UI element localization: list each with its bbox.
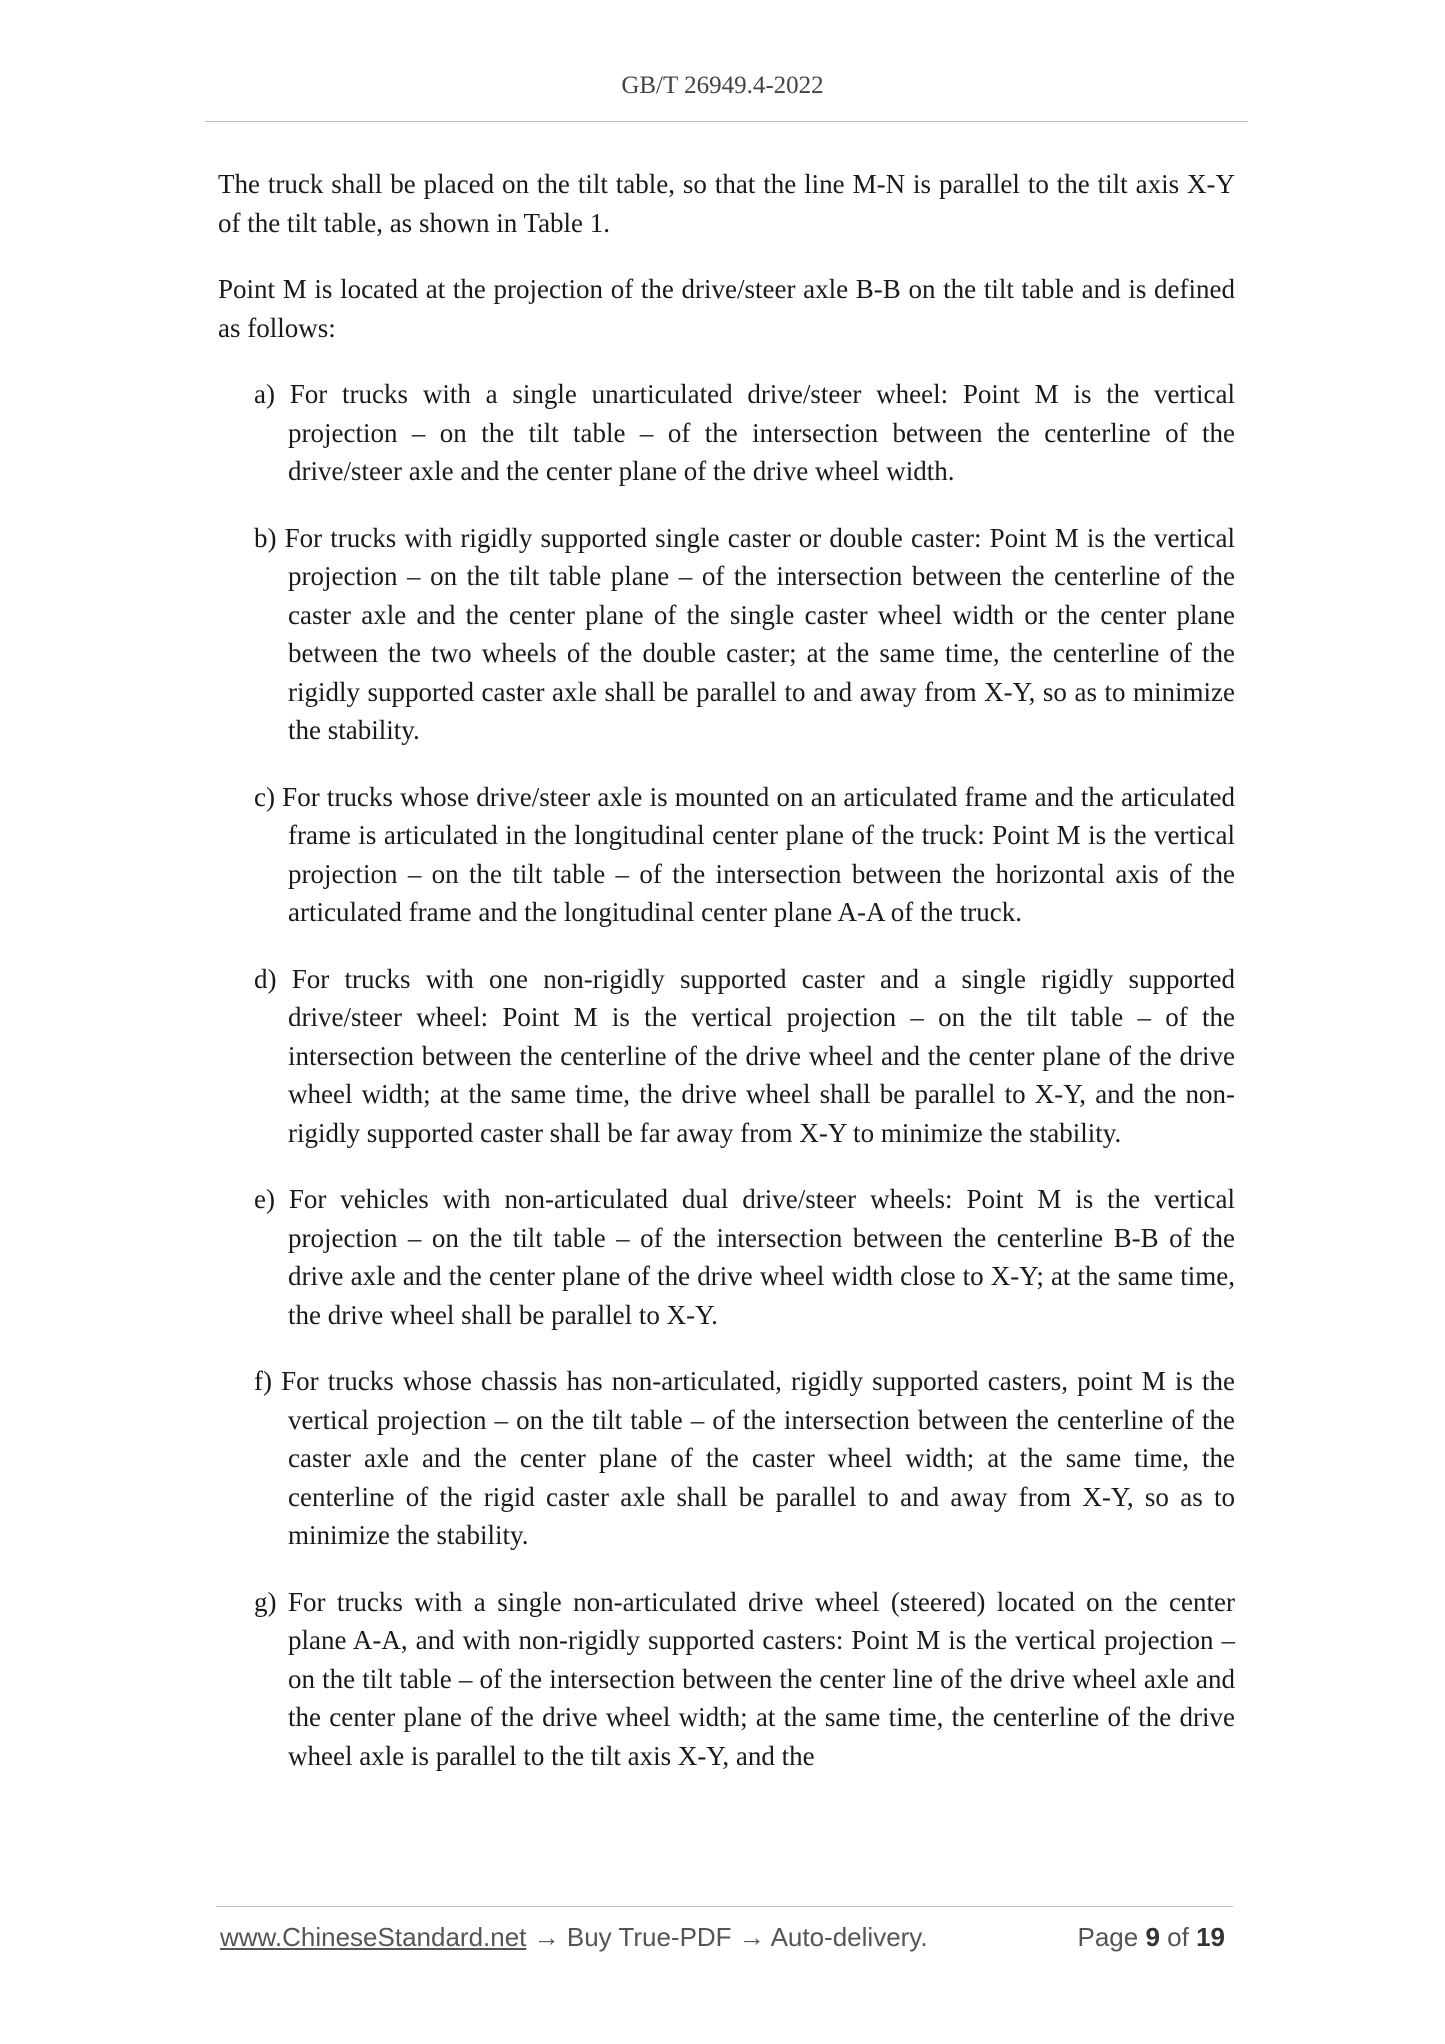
website-link[interactable]: www.ChineseStandard.net [220,1922,527,1952]
page-current: 9 [1145,1922,1160,1952]
definition-list [254,375,1235,1775]
list-item-c: c) For trucks whose drive/steer axle is mounted on an articulated frame and the articulated frame is articulated in the longitudinal center plane of the truck: Point M is the vertical projection – on the tilt table – of the intersection between the horizontal axis of the articulated frame and the longitudinal center plane A-A of the truck. [254,781,1235,927]
page-number [1077,1922,1225,1953]
header-divider [205,121,1248,122]
list-item-b: b) For trucks with rigidly supported single caster or double caster: Point M is the vertical projection – on the tilt table plane – of the intersection between the centerline of the caster axle and the center plane of the single caster wheel width or the center plane between the two wheels of the double caster; at the same time, the centerline of the rigidly supported caster axle shall be parallel to and away from X-Y, so as to minimize the stability. [254,522,1235,745]
footer-divider [216,1906,1233,1907]
page-of-label: of [1167,1922,1189,1952]
document-body [218,165,1235,1803]
intro-paragraph-2: Point M is located at the projection of the drive/steer axle B-B on the tilt table and is defined as follows: [218,274,1235,343]
list-item-a: a) For trucks with a single unarticulated drive/steer wheel: Point M is the vertical projection – on the tilt table – of the intersection between the centerline of the drive/steer axle and the center plane of the drive wheel width. [254,379,1235,486]
footer-tagline: → Buy True-PDF → Auto-delivery. [526,1922,928,1952]
page-total: 19 [1196,1922,1225,1952]
list-item-g: g) For trucks with a single non-articulated drive wheel (steered) located on the center plane A-A, and with non-rigidly supported casters: Point M is the vertical projection – on the tilt table – of the intersection between the center line of the drive wheel axle and the center plane of the drive wheel width; at the same time, the centerline of the drive wheel axle is parallel to the tilt axis X-Y, and the [254,1586,1235,1771]
list-item-f: f) For trucks whose chassis has non-articulated, rigidly supported casters, point M is the vertical projection – on the tilt table – of the intersection between the centerline of the caster axle and the center plane of the caster wheel width; at the same time, the centerline of the rigid caster axle shall be parallel to and away from X-Y, so as to minimize the stability. [254,1366,1235,1550]
page-label: Page [1077,1922,1139,1952]
page-header-title: GB/T 26949.4-2022 [621,72,824,99]
list-item-d: d) For trucks with one non-rigidly supported caster and a single rigidly supported drive/steer wheel: Point M is the vertical projection – on the tilt table – of the intersection between the centerline of the drive wheel and the center plane of the drive wheel width; at the same time, the drive wheel shall be parallel to X-Y, and the non-rigidly supported caster shall be far away from X-Y to minimize the stability. [254,963,1235,1148]
list-item-e: e) For vehicles with non-articulated dual drive/steer wheels: Point M is the vertical projection – on the tilt table – of the intersection between the centerline B-B of the drive axle and the center plane of the drive wheel width close to X-Y; at the same time, the drive wheel shall be parallel to X-Y. [254,1184,1235,1330]
page-footer [220,1922,1225,1953]
footer-left [220,1922,928,1953]
intro-paragraph-1: The truck shall be placed on the tilt table, so that the line M-N is parallel to the tilt axis X-Y of the tilt table, as shown in Table 1. [218,169,1235,238]
